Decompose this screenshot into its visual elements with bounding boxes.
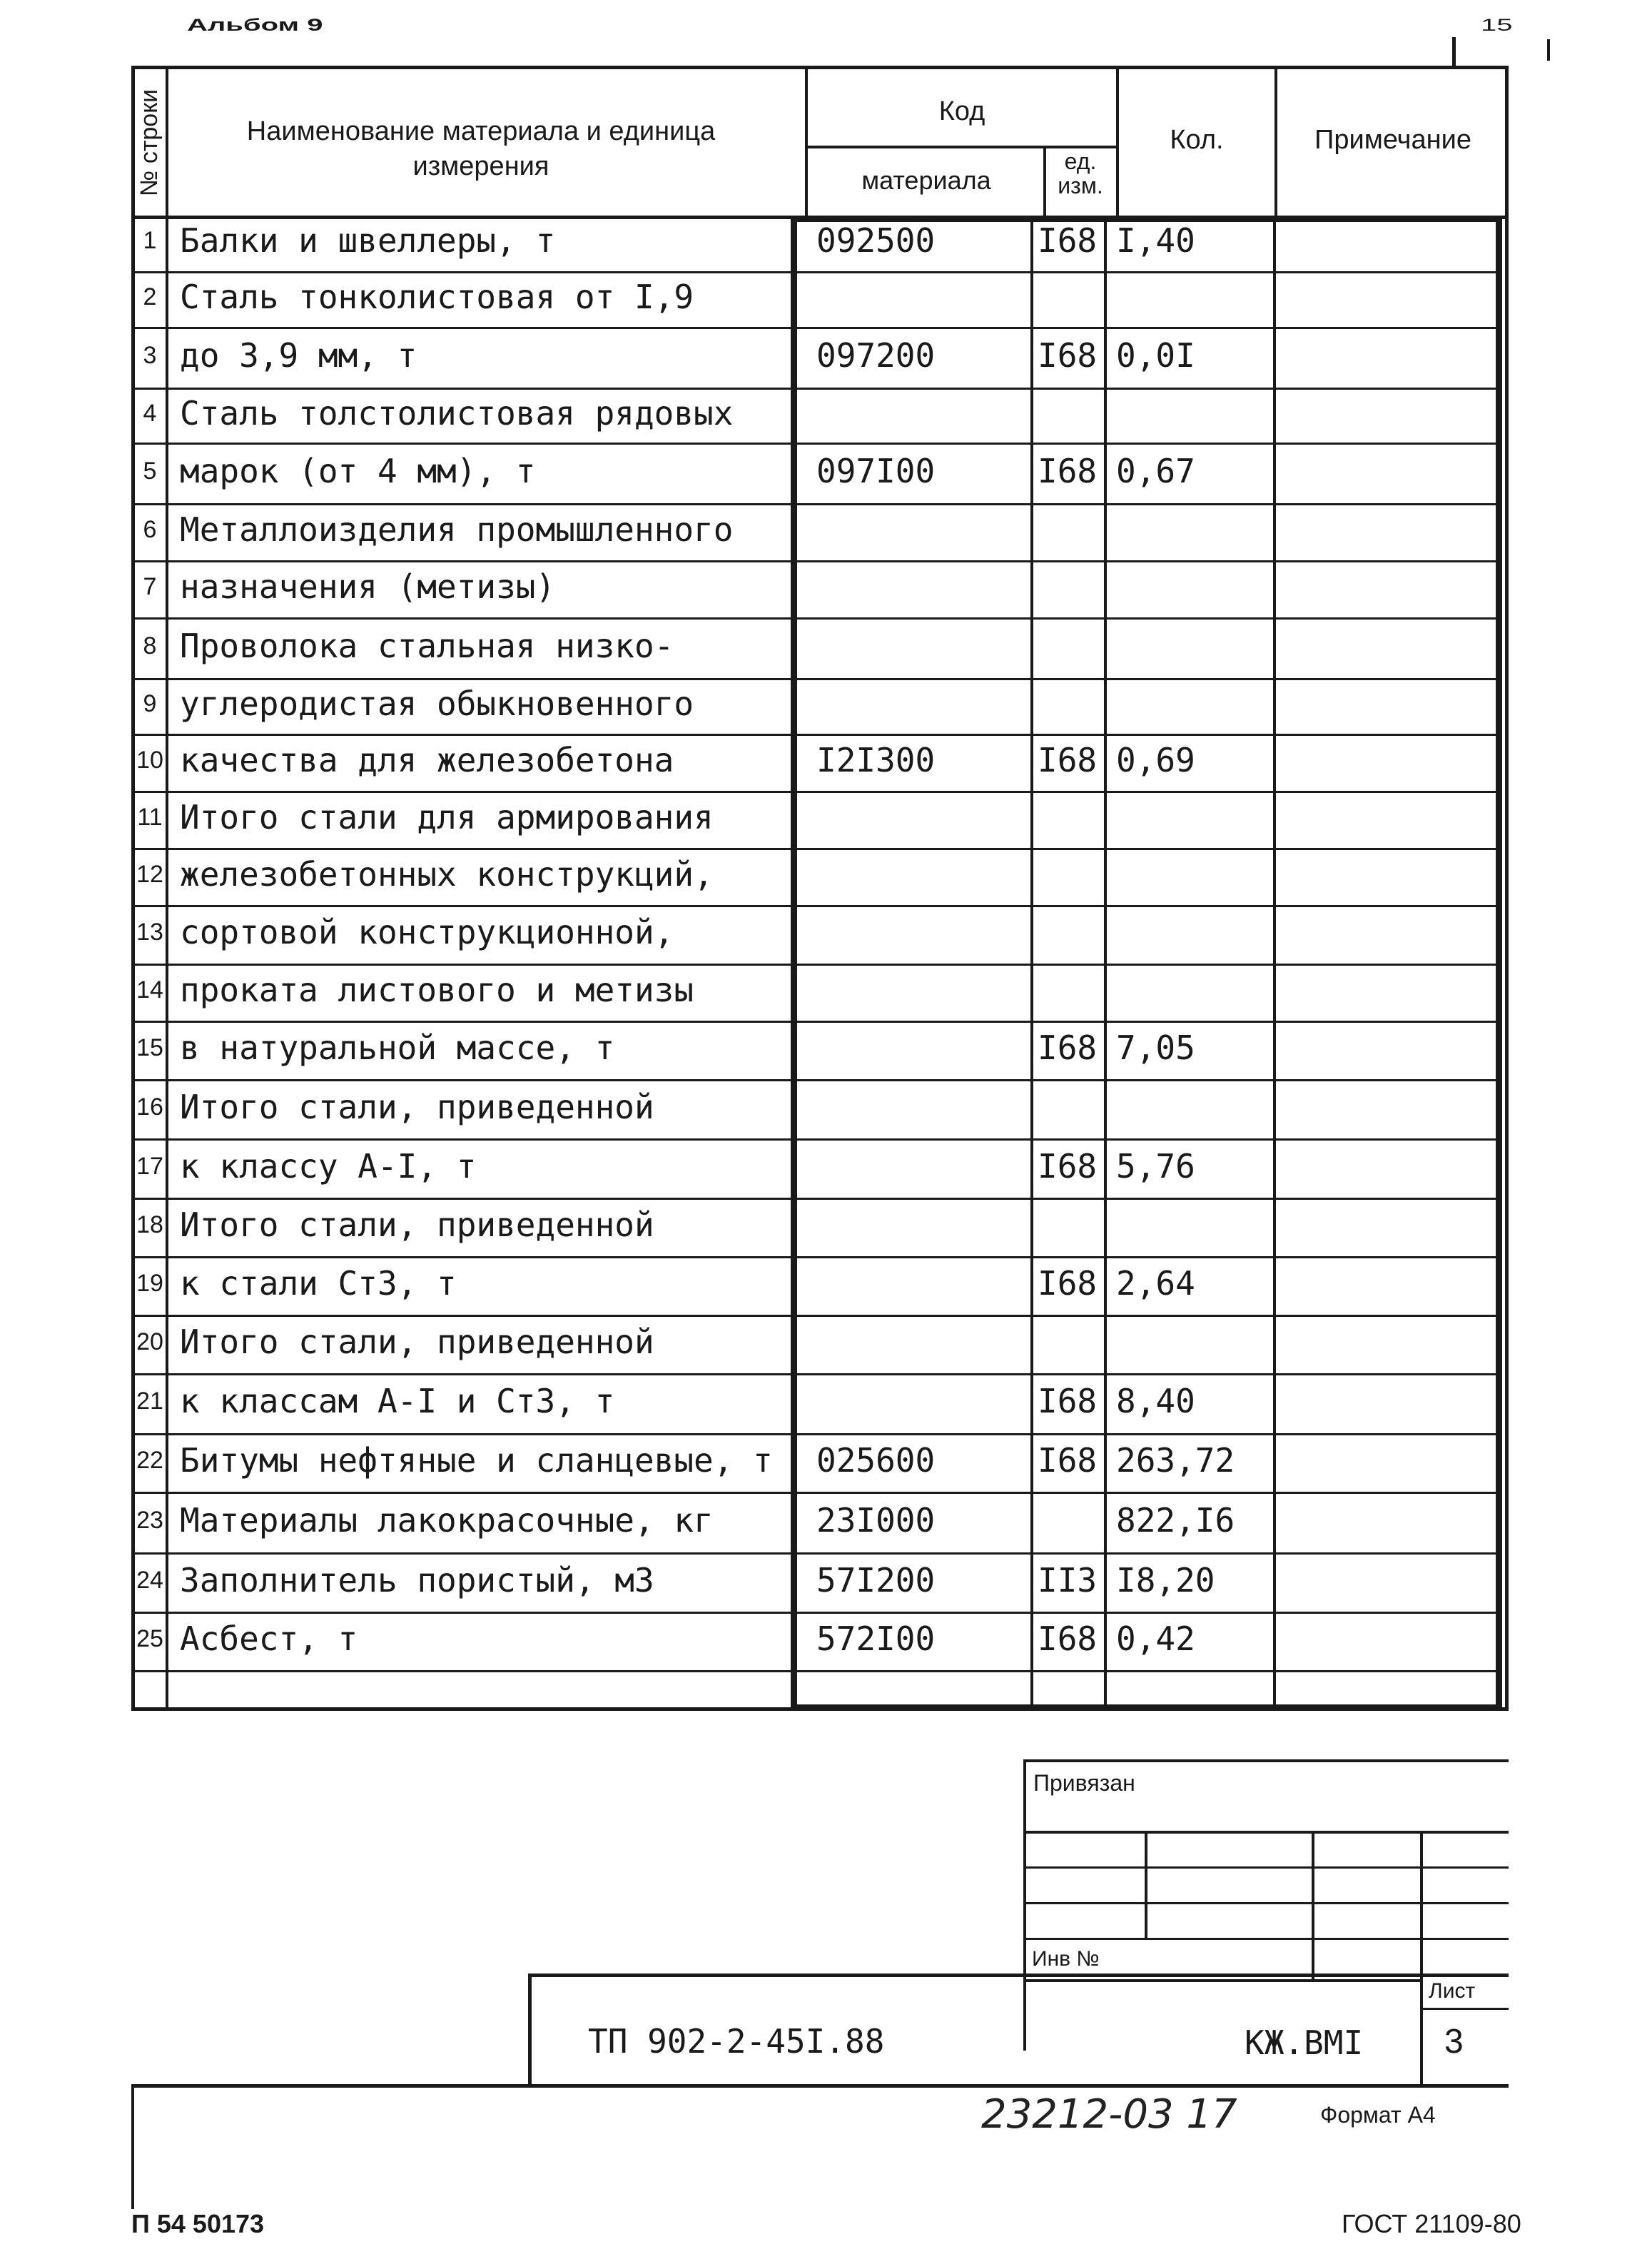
list-label: Лист bbox=[1429, 1979, 1476, 2003]
material-code: 097200 bbox=[816, 335, 936, 375]
table-row bbox=[131, 1140, 1509, 1199]
table-row bbox=[131, 1493, 1509, 1554]
unit-code: I68 bbox=[1038, 335, 1098, 375]
table-row bbox=[131, 679, 1509, 735]
quantity: 5,76 bbox=[1116, 1146, 1195, 1186]
row-number: 22 bbox=[136, 1447, 163, 1474]
row-number: 16 bbox=[136, 1093, 163, 1121]
table-row bbox=[131, 562, 1509, 619]
quantity: 0,0I bbox=[1116, 335, 1195, 375]
material-name: сортовой конструкционной, bbox=[180, 913, 674, 951]
row-number: 2 bbox=[143, 283, 157, 310]
row-number: 13 bbox=[136, 919, 163, 946]
material-code: 572I00 bbox=[816, 1619, 936, 1658]
note-cell bbox=[1276, 1375, 1496, 1435]
material-code: 092500 bbox=[816, 221, 936, 260]
row-number: 18 bbox=[136, 1211, 163, 1238]
note-cell bbox=[1276, 1258, 1496, 1316]
table-row bbox=[131, 1081, 1509, 1140]
qty-header: Кол. bbox=[1170, 125, 1224, 155]
note-cell bbox=[1276, 328, 1496, 389]
note-cell bbox=[1276, 1554, 1496, 1613]
note-cell bbox=[1276, 1493, 1496, 1554]
material-code: 23I000 bbox=[816, 1500, 936, 1540]
row-number: 24 bbox=[136, 1566, 163, 1594]
table-row bbox=[131, 505, 1509, 562]
note-cell bbox=[1276, 444, 1496, 505]
row-number: 19 bbox=[136, 1270, 163, 1297]
note-cell bbox=[1276, 1199, 1496, 1258]
table-row bbox=[131, 1613, 1509, 1672]
row-number: 3 bbox=[143, 341, 157, 369]
material-name: качества для железобетона bbox=[180, 741, 674, 779]
material-name: Асбест, т bbox=[180, 1619, 358, 1658]
material-name: углеродистая обыкновенного bbox=[180, 684, 694, 723]
row-number: 10 bbox=[136, 747, 163, 774]
unit-code: I68 bbox=[1038, 451, 1098, 490]
note-cell bbox=[1276, 965, 1496, 1022]
row-number: 23 bbox=[136, 1506, 163, 1534]
note-cell bbox=[1276, 792, 1496, 849]
table-header bbox=[131, 66, 1509, 219]
note-cell bbox=[1276, 1140, 1496, 1199]
material-name: Проволока стальная низко- bbox=[180, 626, 674, 665]
row-number: 1 bbox=[143, 227, 157, 254]
material-name: Итого стали, приведенной bbox=[180, 1323, 654, 1361]
note-cell bbox=[1276, 1613, 1496, 1672]
row-number: 9 bbox=[143, 690, 157, 717]
unit-code: I68 bbox=[1038, 1441, 1098, 1480]
table-row bbox=[131, 906, 1509, 965]
note-cell bbox=[1276, 216, 1496, 273]
note-cell bbox=[1276, 562, 1496, 619]
unit-code: I68 bbox=[1038, 221, 1098, 260]
doc-code: КЖ.ВМI bbox=[1245, 2023, 1364, 2062]
material-code: 097I00 bbox=[816, 451, 936, 490]
row-number-header: № строки bbox=[136, 89, 163, 197]
unit-code: I68 bbox=[1038, 741, 1098, 779]
quantity: I8,20 bbox=[1116, 1560, 1215, 1600]
name-header: Наименование материала и единица измерения bbox=[246, 116, 716, 182]
material-code: 025600 bbox=[816, 1441, 936, 1480]
left-margin-line bbox=[131, 2088, 134, 2209]
note-cell bbox=[1276, 1316, 1496, 1375]
row-number: 25 bbox=[136, 1625, 163, 1652]
quantity: 0,69 bbox=[1116, 741, 1195, 779]
quantity: 7,05 bbox=[1116, 1029, 1195, 1067]
material-name: Итого стали, приведенной bbox=[180, 1087, 654, 1126]
row-number: 11 bbox=[137, 804, 163, 831]
note-cell bbox=[1276, 1022, 1496, 1081]
material-name: Металлоизделия промышленного bbox=[180, 510, 734, 549]
table-row bbox=[131, 1375, 1509, 1435]
album-label: Альбом 9 bbox=[187, 16, 323, 35]
quantity: 263,72 bbox=[1116, 1441, 1235, 1480]
table-row bbox=[131, 1316, 1509, 1375]
row-number: 20 bbox=[136, 1328, 163, 1355]
table-row bbox=[131, 1554, 1509, 1613]
table-row bbox=[131, 1199, 1509, 1258]
table-row bbox=[131, 273, 1509, 328]
quantity: 8,40 bbox=[1116, 1382, 1195, 1420]
material-name: Итого стали, приведенной bbox=[180, 1206, 654, 1244]
material-name: Битумы нефтяные и сланцевые, т bbox=[180, 1441, 773, 1480]
unit-code: I68 bbox=[1038, 1382, 1098, 1420]
material-name: проката листового и метизы bbox=[180, 971, 694, 1009]
unit-code: I68 bbox=[1038, 1146, 1098, 1186]
note-cell bbox=[1276, 505, 1496, 562]
note-cell bbox=[1276, 273, 1496, 328]
material-name: железобетонных конструкций, bbox=[180, 855, 714, 894]
row-number: 6 bbox=[143, 516, 157, 543]
corner-tick-right bbox=[1547, 39, 1550, 61]
table-row bbox=[131, 444, 1509, 505]
note-cell bbox=[1276, 849, 1496, 906]
privyazan-label: Привязан bbox=[1033, 1770, 1135, 1796]
inv-no-label: Инв № bbox=[1032, 1947, 1100, 1971]
table-row bbox=[131, 619, 1509, 679]
note-cell bbox=[1276, 1435, 1496, 1493]
material-name: Материалы лакокрасочные, кг bbox=[180, 1500, 714, 1540]
note-cell bbox=[1276, 389, 1496, 444]
left-code: П 54 50173 bbox=[131, 2209, 265, 2238]
title-block bbox=[131, 1709, 1509, 2152]
gost-label: ГОСТ 21109-80 bbox=[1342, 2209, 1521, 2238]
row-number: 15 bbox=[136, 1034, 163, 1061]
row-number: 8 bbox=[143, 632, 157, 659]
material-name: назначения (метизы) bbox=[180, 567, 556, 606]
material-name: Заполнитель пористый, м3 bbox=[180, 1560, 654, 1600]
code-header: Код bbox=[938, 96, 985, 126]
unit-code: I68 bbox=[1038, 1619, 1098, 1658]
table-row bbox=[131, 1022, 1509, 1081]
material-name: в натуральной массе, т bbox=[180, 1029, 615, 1067]
quantity: 0,42 bbox=[1116, 1619, 1195, 1658]
unit-code: I68 bbox=[1038, 1264, 1098, 1303]
row-number: 5 bbox=[143, 457, 157, 485]
material-name: Сталь толстолистовая рядовых bbox=[180, 393, 734, 433]
material-code: I2I300 bbox=[816, 741, 936, 779]
table-row bbox=[131, 1435, 1509, 1493]
quantity: 0,67 bbox=[1116, 451, 1195, 490]
unit-code: I68 bbox=[1038, 1029, 1098, 1067]
row-number: 17 bbox=[136, 1152, 163, 1180]
doc-number: ТП 902-2-45I.88 bbox=[588, 2022, 885, 2061]
row-number: 4 bbox=[143, 399, 157, 427]
table-row bbox=[131, 735, 1509, 792]
material-name: Итого стали для армирования bbox=[180, 798, 714, 837]
note-cell bbox=[1276, 735, 1496, 792]
note-cell bbox=[1276, 619, 1496, 679]
material-name: марок (от 4 мм), т bbox=[180, 451, 536, 490]
format-label: Формат А4 bbox=[1320, 2102, 1436, 2128]
quantity: 822,I6 bbox=[1116, 1500, 1235, 1540]
table-row bbox=[131, 1258, 1509, 1316]
material-name: Балки и швеллеры, т bbox=[180, 221, 556, 260]
table-row bbox=[131, 216, 1509, 273]
material-name: к стали Ст3, т bbox=[180, 1264, 457, 1303]
table-body bbox=[131, 216, 1509, 1714]
row-number: 7 bbox=[143, 573, 157, 600]
note-cell bbox=[1276, 906, 1496, 965]
unit-code: II3 bbox=[1038, 1560, 1098, 1600]
code-material-header: материала bbox=[861, 166, 991, 195]
table-row bbox=[131, 389, 1509, 444]
row-number: 14 bbox=[136, 976, 163, 1004]
material-code: 57I200 bbox=[816, 1560, 936, 1600]
row-number: 21 bbox=[136, 1388, 163, 1415]
quantity: 2,64 bbox=[1116, 1264, 1195, 1303]
note-cell bbox=[1276, 1081, 1496, 1140]
material-name: Сталь тонколистовая от I,9 bbox=[180, 278, 694, 316]
note-cell bbox=[1276, 679, 1496, 735]
quantity: I,40 bbox=[1116, 221, 1195, 260]
table-row bbox=[131, 792, 1509, 849]
row-number: 12 bbox=[136, 861, 163, 888]
handwritten-number: 23212-03 17 bbox=[981, 2091, 1237, 2138]
material-name: к классам А-I и Ст3, т bbox=[180, 1382, 615, 1420]
corner-tick bbox=[1452, 37, 1456, 66]
sheet-number: 3 bbox=[1444, 2023, 1464, 2061]
material-name: до 3,9 мм, т bbox=[180, 335, 417, 375]
table-row bbox=[131, 328, 1509, 389]
note-header: Примечание bbox=[1314, 125, 1471, 155]
table-row bbox=[131, 965, 1509, 1022]
material-name: к классу А-I, т bbox=[180, 1146, 477, 1186]
table-row bbox=[131, 849, 1509, 906]
code-unit-header: ед. изм. bbox=[1058, 148, 1103, 198]
page-corner-number: 15 bbox=[1481, 16, 1513, 35]
